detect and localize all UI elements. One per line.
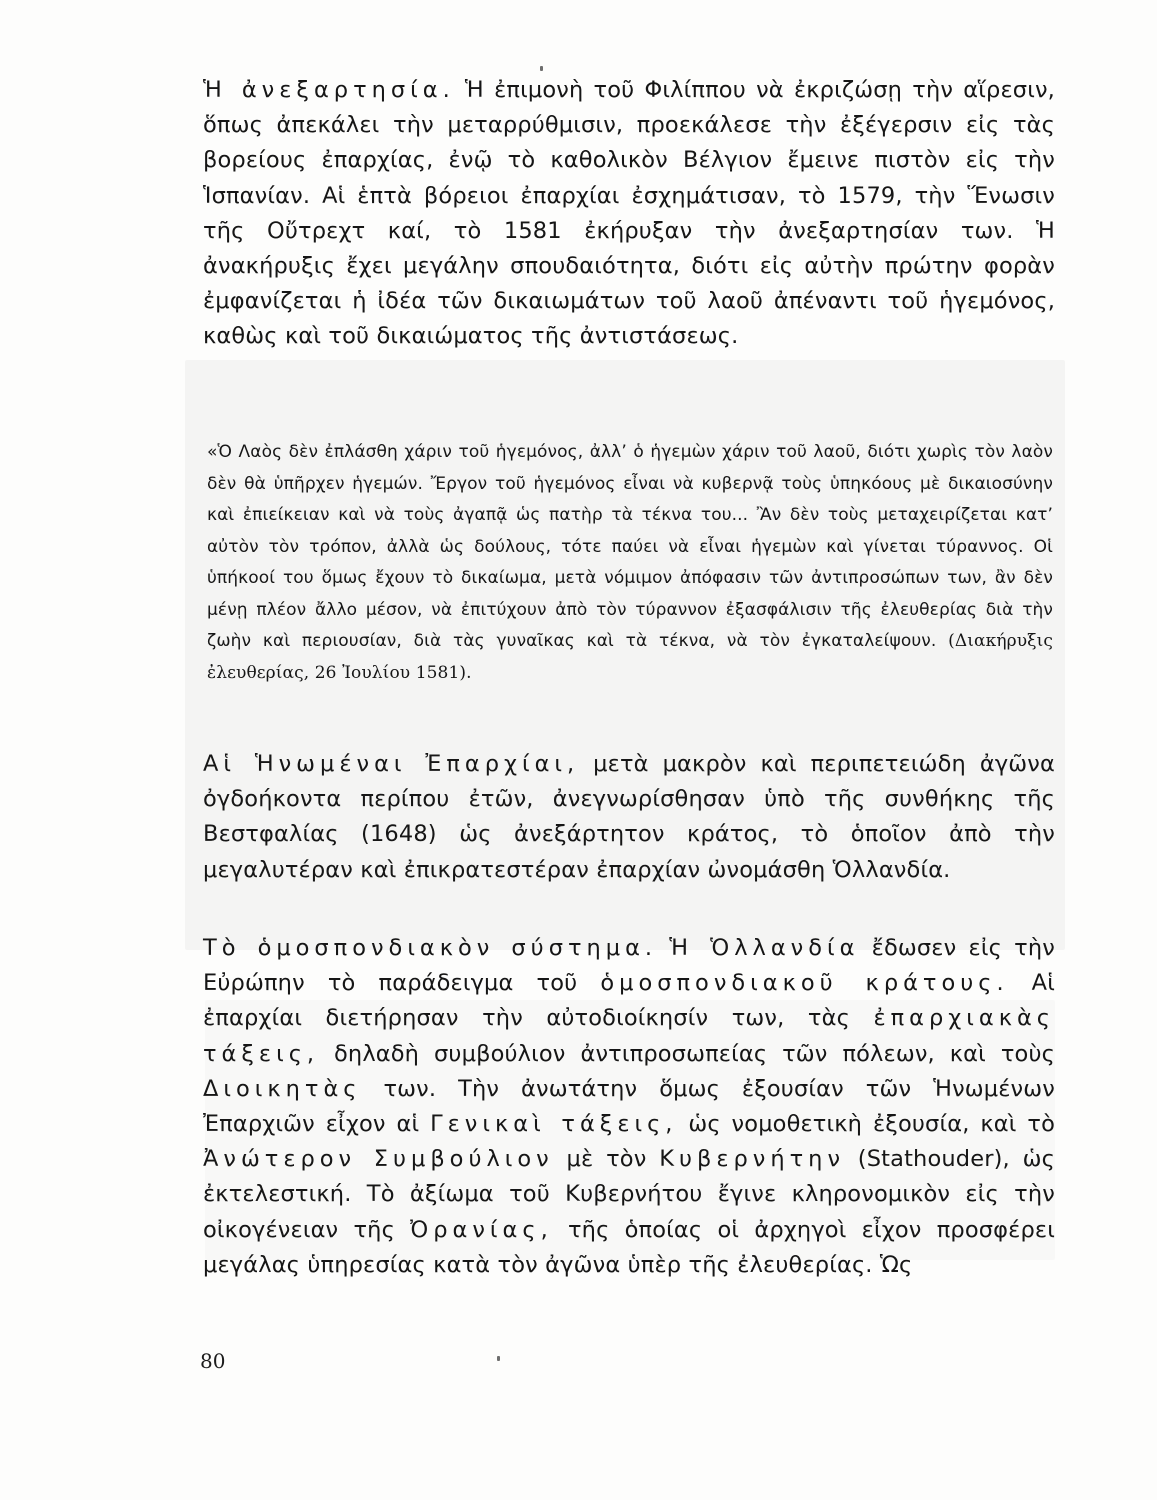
paragraph-united-provinces [203, 747, 1055, 888]
emphasis-orange: Ὀρανίας, [410, 1216, 553, 1243]
paragraph-text: των. Τὴν ἀνωτάτην ὅμως ἐξουσίαν τῶν Ἡνωμένων Ἐπαρχιῶν εἶχον αἱ [203, 1075, 1055, 1138]
paragraph-text: τῆς ὁποίας οἱ ἀρχηγοὶ εἶχον προσφέρει μεγάλας ὑπηρεσίας κατὰ τὸν ἀγῶνα ὑπὲρ τῆς ἐλευθερίας. Ὡς [203, 1216, 1055, 1278]
emphasis-governor: Κυβερνήτην [659, 1146, 846, 1173]
emphasis-governors: Διοικητὰς [203, 1075, 362, 1102]
paragraph-text: ὡς νομοθετικὴ ἐξουσία, καὶ τὸ [677, 1111, 1056, 1138]
paragraph-federal-system [203, 931, 1055, 1283]
quote-text: «Ὁ Λαὸς δὲν ἐπλάσθη χάριν τοῦ ἡγεμόνος, ἀλλ’ ὁ ἡγεμὼν χάριν τοῦ λαοῦ, διότι χωρὶς τὸν λαὸν δὲν θὰ ὑπῆρχεν ἡγεμών. Ἔργον τοῦ ἡγεμόνος εἶναι νὰ κυβερνᾷ τοὺς ὑπηκόους μὲ δικαιοσύνην καὶ ἐπιείκειαν καὶ νὰ τοὺς ἀγαπᾷ ὡς πατὴρ τὰ τέκνα του... Ἂν δὲν τοὺς μεταχειρίζεται κατ’ αὐτὸν τὸν τρόπον, ἀλλὰ ὡς δούλους, τότε παύει νὰ εἶναι ἡγεμὼν καὶ γίνεται τύραννος. Οἱ ὑπήκοοί του ὅμως ἔχουν τὸ δικαίωμα, μετὰ νόμιμον ἀπόφασιν τῶν ἀντιπροσώπων των, ἂν δὲν μένῃ πλέον ἄλλο μέσον, νὰ ἐπιτύχουν ἀπὸ τὸν τύραννον ἐξασφάλισιν τῆς ἐλευθερίας διὰ τὴν ζωὴν καὶ περιουσίαν, διὰ τὰς γυναῖκας καὶ τὰ τέκνα, νὰ τὸν ἐγκαταλείψουν. [207, 442, 1053, 651]
scan-speck [540, 66, 543, 71]
paragraph-text: Ἡ ἐπιμονὴ τοῦ Φιλίππου νὰ ἐκριζώσῃ τὴν αἵρεσιν, ὅπως ἀπεκάλει τὴν μεταρρύθμισιν, προεκάλεσε τὴν ἐξέγερσιν εἰς τὰς βορείους ἐπαρχίας, ἐνῷ τὸ καθολικὸν Βέλγιον ἔμεινε πιστὸν εἰς τὴν Ἱσπανίαν. Αἱ ἑπτὰ βόρειοι ἐπαρχίαι ἐσχημάτισαν, τὸ 1579, τὴν Ἕνωσιν τῆς Οὔτρεχτ καί, τὸ 1581 ἐκήρυξαν τὴν ἀνεξαρτησίαν των. Ἡ ἀνακήρυξις ἔχει μεγάλην σπουδαιότητα, διότι εἰς αὐτὴν πρώτην φορὰν ἐμφανίζεται ἡ ἰδέα τῶν δικαιωμάτων τοῦ λαοῦ ἀπέναντι τοῦ ἡγεμόνος, καθὼς καὶ τοῦ δικαιώματος τῆς ἀντιστάσεως. [203, 77, 1055, 350]
declaration-quote [207, 437, 1053, 689]
paragraph-independence [203, 73, 1055, 355]
paragraph-text: δηλαδὴ συμβούλιον ἀντιπροσωπείας τῶν πόλεων, καὶ τοὺς [319, 1040, 1055, 1067]
paragraph-text: ἔδωσεν εἰς τὴν Εὐρώπην τὸ παράδειγμα τοῦ [203, 935, 1055, 997]
section-heading-independence: Ἡ ἀνεξαρτησία. [203, 77, 455, 103]
quote-citation: (Διακήρυξις ἐλευθερίας, 26 Ἰουλίου 1581). [207, 631, 1053, 683]
paragraph-text: μὲ τὸν [553, 1146, 660, 1173]
paragraph-text [657, 935, 669, 961]
paragraph-text: Αἱ ἐπαρχίαι διετήρησαν τὴν αὐτοδιοίκησίν των, τὰς [203, 970, 1055, 1032]
page-number: 80 [200, 1349, 226, 1373]
emphasis-holland: Ἡ Ὁλλανδία [669, 935, 860, 961]
paragraph-text: μετὰ μακρὸν καὶ περιπετειώδη ἀγῶνα ὀγδοήκοντα περίπου ἐτῶν, ἀνεγνωρίσθησαν ὑπὸ τῆς συνθήκης τῆς Βεστφαλίας (1648) ὡς ἀνεξάρτητον κράτος, τὸ ὁποῖον ἀπὸ τὴν μεγαλυτέραν καὶ ἐπικρατεστέραν ἐπαρχίαν ὠνομάσθη Ὁλλανδία. [203, 751, 1056, 883]
paragraph-text: (Stathouder), ὡς ἐκτελεστική. Τὸ ἀξίωμα τοῦ Κυβερνήτου ἔγινε κληρονομικὸν εἰς τὴν οἰκογένειαν τῆς [203, 1146, 1055, 1243]
emphasis-federal-state: ὁμοσπονδιακοῦ κράτους. [600, 970, 1009, 997]
section-heading-united-provinces: Αἱ Ἡνωμέναι Ἐπαρχίαι, [203, 751, 580, 777]
section-heading-federal-system: Τὸ ὁμοσπονδιακὸν σύστημα. [203, 935, 658, 961]
scan-speck [497, 1356, 500, 1361]
emphasis-general-estates: Γενικαὶ τάξεις, [430, 1111, 678, 1138]
emphasis-provincial-estates: ἐπαρχιακὰς τάξεις, [203, 1005, 1055, 1067]
emphasis-higher-council: Ἀνώτερον Συμβούλιον [203, 1146, 554, 1173]
